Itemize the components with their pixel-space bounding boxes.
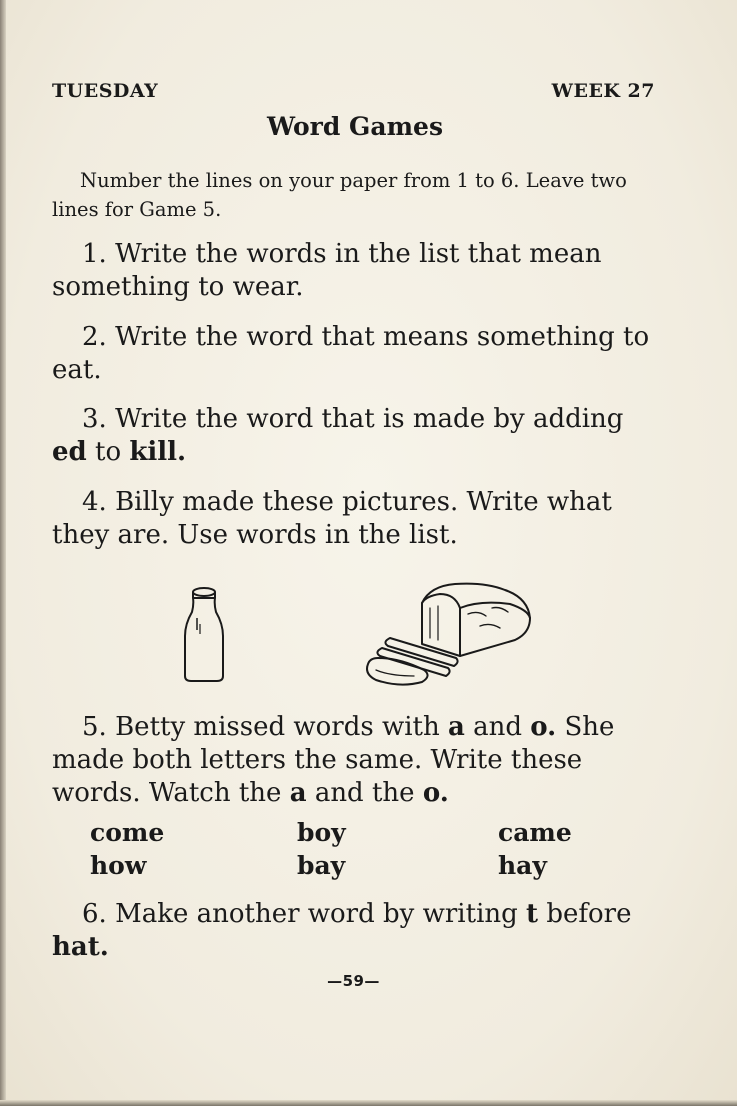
word-cell: bay	[297, 851, 346, 880]
suffix-ed: ed	[52, 437, 87, 467]
game-1	[52, 238, 664, 304]
game-3: 3. Write the word that is made by adding ed to kill.	[52, 404, 624, 467]
page-title: Word Games	[266, 112, 444, 141]
page-number: —59—	[327, 972, 380, 990]
game-4-text: 4. Billy made these pictures. Write what they are. Use words in the list.	[52, 487, 612, 550]
letter-o-2: o.	[422, 778, 449, 808]
letter-a-2: a	[289, 778, 307, 808]
game-6: 6. Make another word by writing t before hat.	[52, 899, 632, 962]
picture-row	[170, 578, 550, 688]
bread-loaf-icon	[360, 578, 535, 688]
letter-a: a	[447, 712, 465, 742]
word-cell: how	[90, 851, 147, 880]
intro-instructions: Number the lines on your paper from 1 to 6. Leave two lines for Game 5.	[52, 169, 627, 221]
word-row	[90, 851, 590, 884]
word-cell: hay	[498, 851, 547, 880]
word-cell: boy	[297, 818, 346, 847]
header-day: TUESDAY	[52, 80, 159, 102]
header-week: WEEK 27	[551, 80, 655, 102]
game-2-text: 2. Write the word that means something to eat.	[52, 322, 650, 385]
word-row	[90, 818, 590, 851]
game-1-text: 1. Write the words in the list that mean something to wear.	[52, 239, 602, 302]
word-kill: kill.	[129, 437, 187, 467]
milk-bottle-icon	[182, 584, 228, 684]
page-bottom-edge	[0, 1100, 737, 1106]
word-list	[90, 818, 590, 884]
page-spine-shadow	[0, 0, 6, 1106]
game-2	[52, 321, 664, 387]
letter-t: t	[526, 899, 539, 929]
game-4	[52, 486, 664, 552]
game-5: 5. Betty missed words with a and o. She made both letters the same. Write these words. Watch the a and the o.	[52, 712, 615, 808]
word-cell: came	[498, 818, 572, 847]
word-hat: hat.	[52, 932, 109, 962]
letter-o: o.	[530, 712, 557, 742]
word-cell: come	[90, 818, 165, 847]
